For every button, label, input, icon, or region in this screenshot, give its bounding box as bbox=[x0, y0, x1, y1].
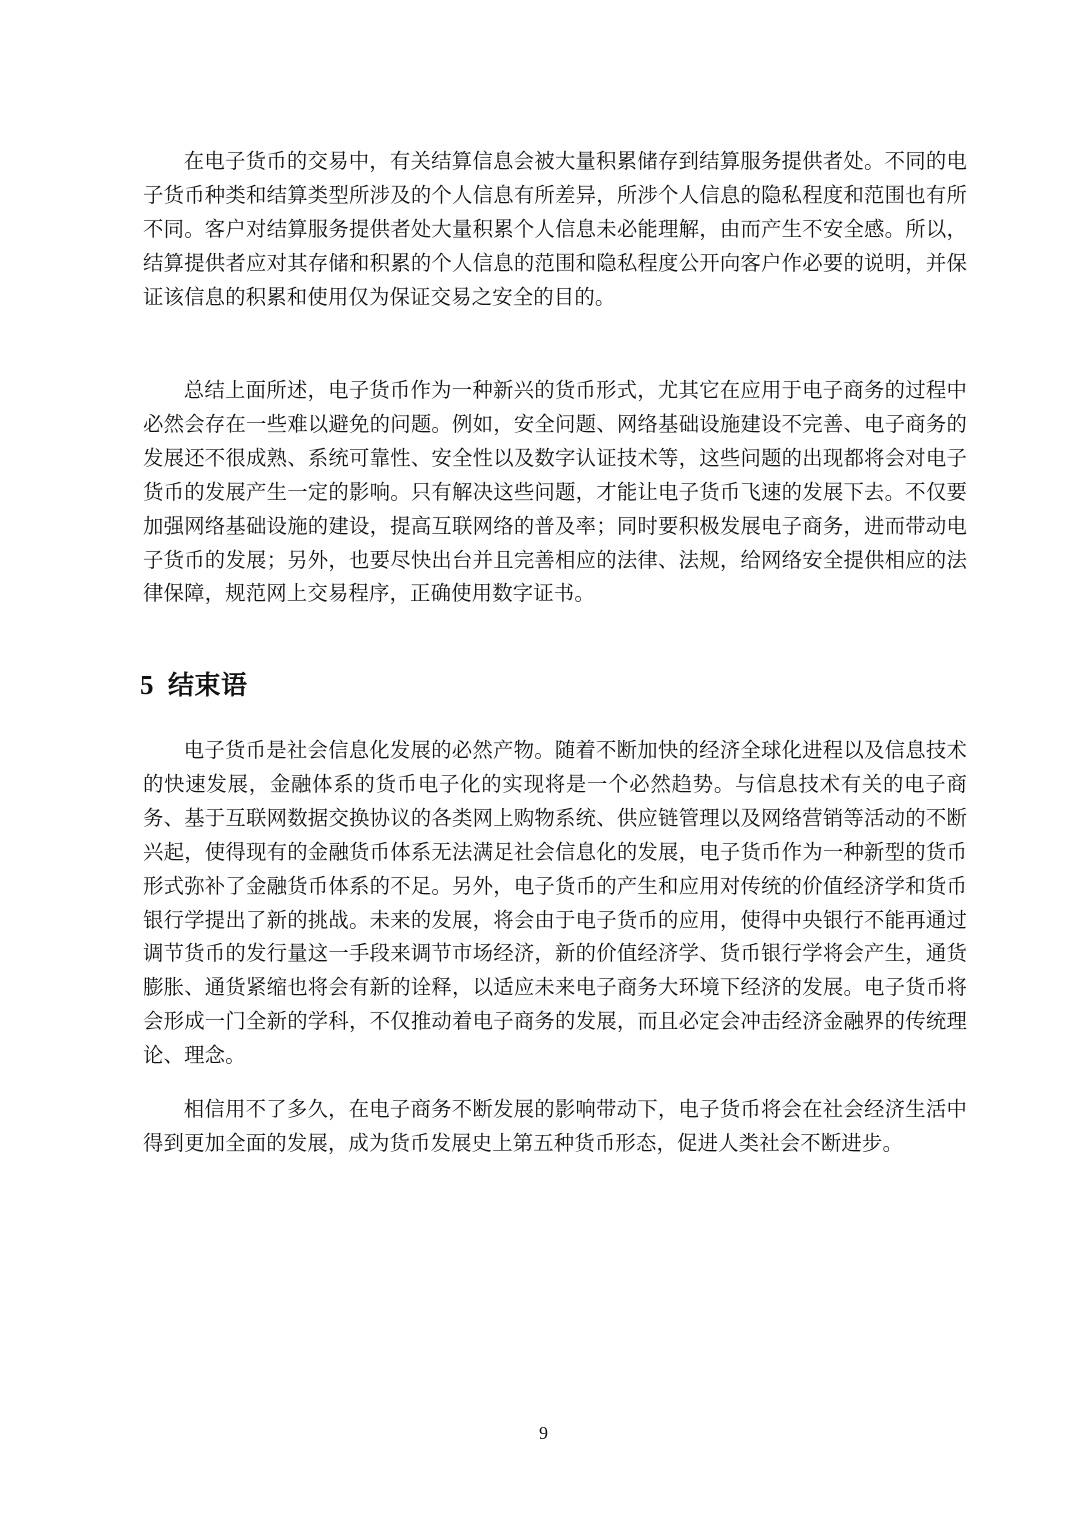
section-heading bbox=[140, 665, 248, 706]
section-number: 5 bbox=[140, 670, 154, 700]
body-paragraph-summary: 总结上面所述，电子货币作为一种新兴的货币形式，尤其它在应用于电子商务的过程中必然会存在一些难以避免的问题。例如，安全问题、网络基础设施建设不完善、电子商务的发展还不很成熟、系统可靠性、安全性以及数字认证技术等，这些问题的出现都将会对电子货币的发展产生一定的影响。只有解决这些问题，才能让电子货币飞速的发展下去。不仅要加强网络基础设施的建设，提高互联网络的普及率；同时要积极发展电子商务，进而带动电子货币的发展；另外，也要尽快出台并且完善相应的法律、法规，给网络安全提供相应的法律保障，规范网上交易程序，正确使用数字证书。 bbox=[143, 378, 967, 606]
section-title: 结束语 bbox=[168, 671, 248, 701]
closing-paragraph: 相信用不了多久，在电子商务不断发展的影响带动下，电子货币将会在社会经济生活中得到更加全面的发展，成为货币发展史上第五种货币形态，促进人类社会不断进步。 bbox=[143, 1097, 967, 1155]
page-number: 9 bbox=[539, 1423, 548, 1443]
body-paragraph-privacy: 在电子货币的交易中，有关结算信息会被大量积累储存到结算服务提供者处。不同的电子货币种类和结算类型所涉及的个人信息有所差异，所涉个人信息的隐私程度和范围也有所不同。客户对结算服务提供者处大量积累个人信息未必能理解，由而产生不安全感。所以，结算提供者应对其存储和积累的个人信息的范围和隐私程度公开向客户作必要的说明，并保证该信息的积累和使用仅为保证交易之安全的目的。 bbox=[143, 149, 967, 309]
conclusion-paragraph: 电子货币是社会信息化发展的必然产物。随着不断加快的经济全球化进程以及信息技术的快速发展，金融体系的货币电子化的实现将是一个必然趋势。与信息技术有关的电子商务、基于互联网数据交换协议的各类网上购物系统、供应链管理以及网络营销等活动的不断兴起，使得现有的金融货币体系无法满足社会信息化的发展，电子货币作为一种新型的货币形式弥补了金融货币体系的不足。另外，电子货币的产生和应用对传统的价值经济学和货币银行学提出了新的挑战。未来的发展，将会由于电子货币的应用，使得中央银行不能再通过调节货币的发行量这一手段来调节市场经济，新的价值经济学、货币银行学将会产生，通货膨胀、通货紧缩也将会有新的诠释，以适应未来电子商务大环境下经济的发展。电子货币将会形成一门全新的学科，不仅推动着电子商务的发展，而且必定会冲击经济金融界的传统理论、理念。 bbox=[143, 738, 967, 1068]
